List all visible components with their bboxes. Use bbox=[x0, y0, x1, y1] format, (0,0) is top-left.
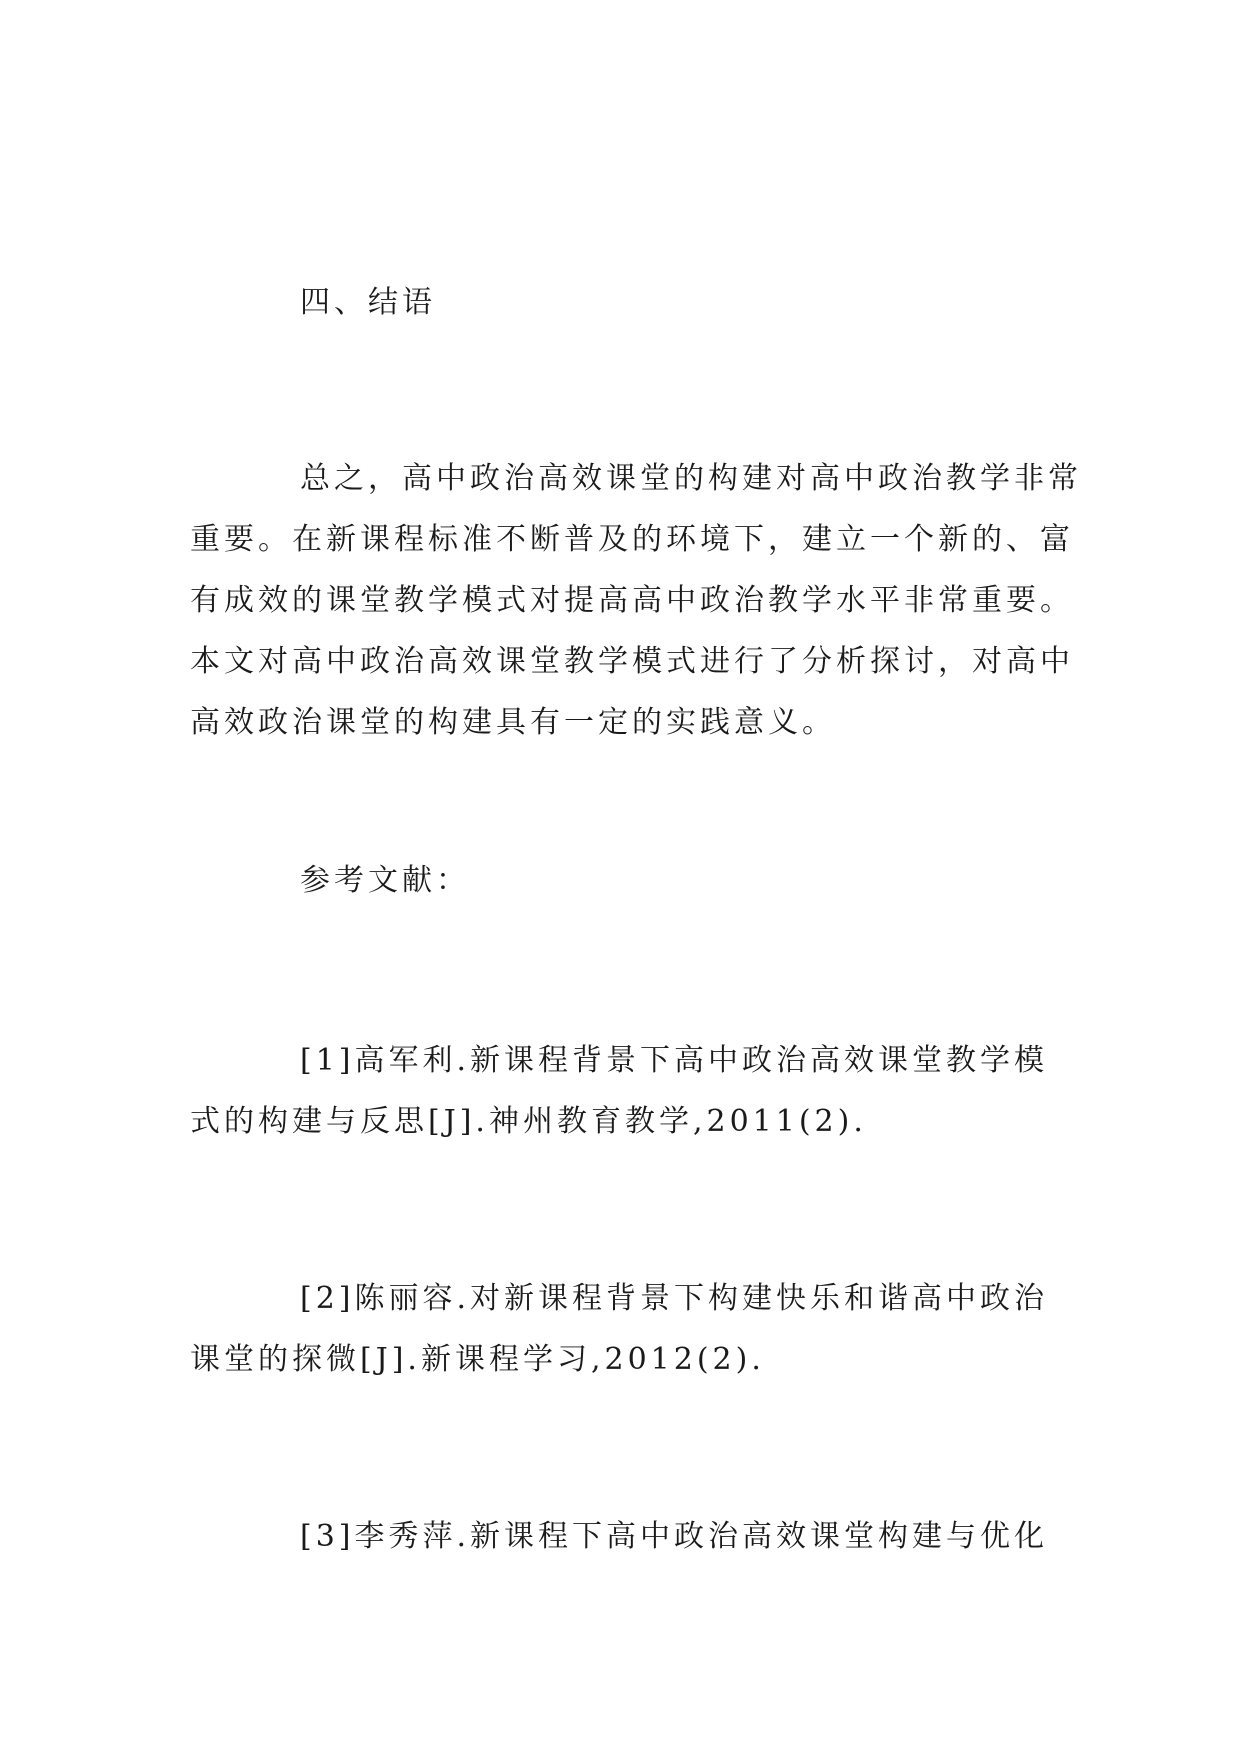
conclusion-paragraph bbox=[190, 448, 1082, 753]
conclusion-line: 本文对高中政治高效课堂教学模式进行了分析探讨，对高中 bbox=[190, 644, 1074, 679]
reference-line: 课堂的探微[J].新课程学习,2012(2). bbox=[190, 1342, 765, 1377]
section-heading: 四、结语 bbox=[300, 285, 436, 320]
conclusion-line: 高效政治课堂的构建具有一定的实践意义。 bbox=[190, 705, 836, 740]
reference-line: [1]高军利.新课程背景下高中政治高效课堂教学模 bbox=[300, 1043, 1049, 1078]
reference-item-3 bbox=[190, 1506, 1050, 1567]
references-heading: 参考文献： bbox=[300, 863, 470, 898]
reference-item-1 bbox=[190, 1030, 1050, 1152]
references-heading-block bbox=[190, 850, 1050, 911]
conclusion-line: 有成效的课堂教学模式对提高高中政治教学水平非常重要。 bbox=[190, 583, 1074, 618]
reference-item-2 bbox=[190, 1268, 1050, 1390]
conclusion-line: 重要。在新课程标准不断普及的环境下，建立一个新的、富 bbox=[190, 522, 1074, 557]
reference-line: [3]李秀萍.新课程下高中政治高效课堂构建与优化 bbox=[300, 1519, 1049, 1554]
reference-line: 式的构建与反思[J].神州教育教学,2011(2). bbox=[190, 1104, 867, 1139]
section-heading-block bbox=[190, 272, 1050, 333]
reference-line: [2]陈丽容.对新课程背景下构建快乐和谐高中政治 bbox=[300, 1281, 1049, 1316]
conclusion-line: 总之，高中政治高效课堂的构建对高中政治教学非常 bbox=[300, 461, 1082, 496]
